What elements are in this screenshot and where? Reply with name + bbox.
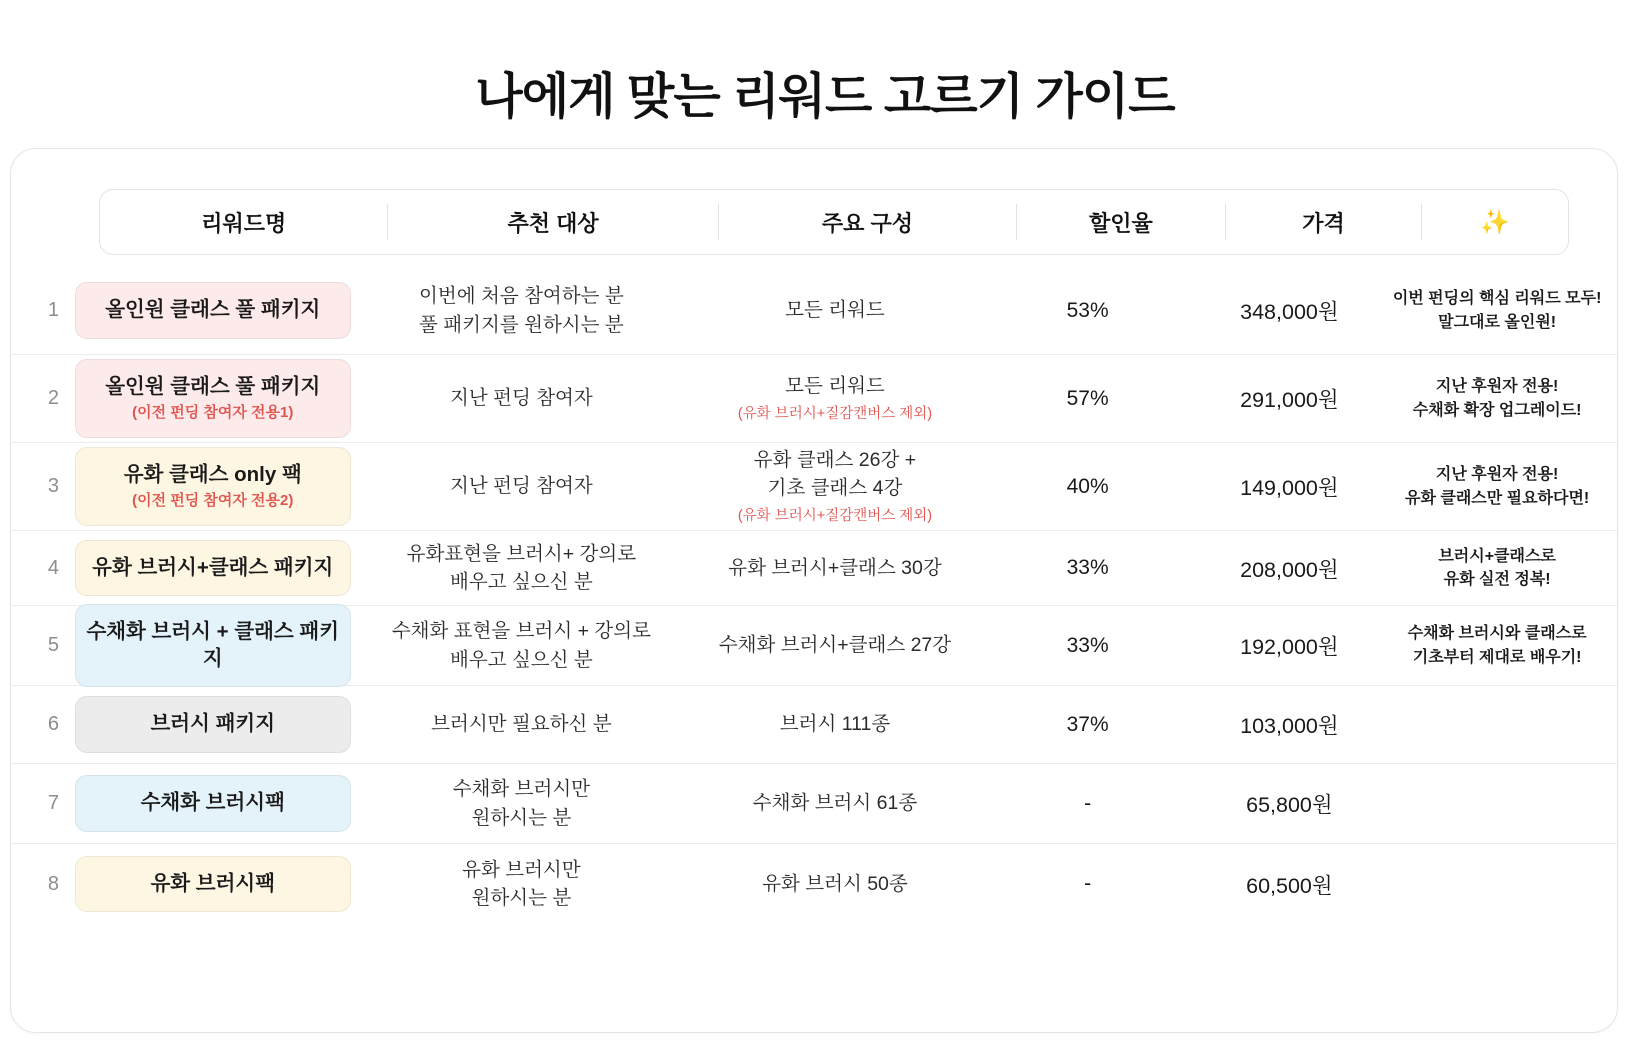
target-line: 유화 브러시만 — [462, 858, 581, 881]
reward-name-cell — [69, 856, 357, 913]
target-line: 풀 패키지를 원하시는 분 — [419, 313, 624, 336]
composition-line: 모든 리워드 — [785, 299, 885, 322]
table-row[interactable] — [11, 355, 1617, 443]
target-cell — [357, 856, 687, 913]
reward-name-label: 브러시 패키지 — [150, 712, 275, 736]
header-target: 추천 대상 — [507, 210, 599, 236]
reward-name-pill[interactable] — [75, 856, 351, 913]
reward-name-cell — [69, 540, 357, 597]
highlight-note-cell — [1387, 463, 1617, 509]
composition-cell — [686, 710, 984, 738]
composition-cell — [686, 631, 984, 659]
reward-name-pill[interactable] — [75, 604, 351, 687]
price-cell: 60,500원 — [1246, 873, 1333, 898]
table-row[interactable] — [11, 606, 1617, 686]
composition-line: 유화 브러시+클래스 30강 — [728, 556, 942, 579]
row-index: 4 — [47, 556, 59, 579]
reward-name-pill[interactable] — [75, 696, 351, 753]
price-cell: 65,800원 — [1246, 793, 1333, 817]
price-cell: 291,000원 — [1240, 388, 1339, 412]
table-row[interactable] — [11, 844, 1617, 924]
reward-name-label: 올인원 클래스 풀 패키지 — [105, 375, 321, 399]
target-cell — [357, 472, 687, 500]
table-row[interactable] — [11, 686, 1617, 764]
highlight-note-line: 기초부터 제대로 배우기! — [1412, 648, 1582, 666]
target-line: 수채화 표현을 브러시 + 강의로 — [391, 620, 651, 643]
composition-note: (유화 브러시+질감캔버스 제외) — [737, 405, 933, 422]
composition-line: 수채화 브러시 61종 — [752, 792, 918, 815]
composition-cell — [686, 789, 984, 817]
discount-cell: 57% — [1066, 386, 1109, 410]
row-index: 1 — [47, 299, 59, 321]
page-title: 나에게 맞는 리워드 고르기 가이드 — [475, 70, 1175, 124]
table-row[interactable] — [11, 531, 1617, 606]
reward-name-label: 수채화 브러시 + 클래스 패키지 — [86, 619, 340, 670]
reward-name-pill[interactable] — [75, 447, 351, 525]
table-row[interactable] — [11, 267, 1617, 355]
header-composition: 주요 구성 — [821, 210, 913, 236]
composition-line: 브러시 111종 — [779, 713, 891, 736]
target-cell — [357, 775, 687, 832]
price-cell: 103,000원 — [1240, 714, 1339, 738]
header-sparkle-icon: ✨ — [1480, 208, 1511, 236]
discount-cell: - — [1084, 872, 1092, 895]
composition-cell — [686, 296, 984, 324]
reward-name-cell — [69, 359, 357, 437]
target-line: 배우고 싶으신 분 — [450, 571, 593, 593]
reward-name-pill[interactable] — [75, 359, 351, 437]
header-reward-name: 리워드명 — [201, 210, 287, 236]
row-index: 2 — [47, 387, 59, 409]
highlight-note-cell — [1387, 622, 1617, 668]
target-cell — [357, 384, 687, 412]
highlight-note-line: 수채화 확장 업그레이드! — [1412, 401, 1582, 419]
highlight-note-line: 브러시+클래스로 — [1438, 547, 1556, 565]
highlight-note-cell — [1387, 375, 1617, 421]
discount-cell: 53% — [1066, 298, 1109, 322]
table-header — [99, 189, 1569, 255]
highlight-note-cell — [1387, 287, 1617, 333]
highlight-note-line: 유화 클래스만 필요하다면! — [1405, 489, 1590, 507]
reward-name-pill[interactable] — [75, 282, 351, 339]
reward-name-pill[interactable] — [75, 540, 351, 597]
header-discount: 할인율 — [1089, 210, 1153, 236]
reward-name-label: 유화 브러시팩 — [150, 871, 275, 895]
row-index: 7 — [47, 792, 59, 814]
highlight-note-line: 유화 실전 정복! — [1443, 571, 1551, 588]
price-cell: 192,000원 — [1240, 635, 1339, 659]
highlight-note-line: 지난 후원자 전용! — [1435, 378, 1559, 396]
price-cell: 348,000원 — [1240, 300, 1339, 324]
reward-name-sublabel: (이전 펀딩 참여자 전용2) — [132, 492, 294, 510]
discount-cell: - — [1084, 791, 1092, 815]
header-price: 가격 — [1302, 210, 1345, 236]
composition-line: 유화 클래스 26강 + — [753, 449, 917, 472]
reward-table-card — [10, 148, 1618, 1033]
row-index: 3 — [47, 475, 59, 497]
target-line: 지난 펀딩 참여자 — [450, 387, 593, 410]
highlight-note-line: 말그대로 올인원! — [1438, 313, 1557, 331]
highlight-note-line: 이번 펀딩의 핵심 리워드 모두! — [1392, 290, 1602, 308]
reward-name-cell — [69, 282, 357, 339]
reward-name-label: 올인원 클래스 풀 패키지 — [105, 298, 321, 322]
reward-name-sublabel: (이전 펀딩 참여자 전용1) — [132, 404, 294, 422]
row-index: 6 — [47, 713, 59, 735]
composition-line: 수채화 브러시+클래스 27강 — [718, 634, 952, 657]
target-cell — [357, 540, 687, 597]
target-line: 이번에 처음 참여하는 분 — [419, 285, 624, 308]
reward-name-pill[interactable] — [75, 775, 351, 832]
target-line: 지난 펀딩 참여자 — [450, 475, 593, 498]
row-index: 5 — [47, 634, 59, 656]
composition-cell — [686, 372, 984, 424]
composition-line: 모든 리워드 — [785, 375, 885, 398]
price-cell: 149,000원 — [1240, 476, 1339, 500]
target-line: 원하시는 분 — [471, 887, 572, 909]
composition-cell — [686, 446, 984, 527]
composition-line: 유화 브러시 50종 — [762, 872, 908, 895]
discount-cell: 40% — [1066, 474, 1109, 498]
reward-name-cell — [69, 447, 357, 525]
target-cell — [357, 617, 687, 674]
reward-name-label: 유화 클래스 only 팩 — [123, 463, 302, 487]
price-cell: 208,000원 — [1240, 557, 1339, 582]
target-cell — [357, 282, 687, 339]
row-index: 8 — [47, 872, 59, 895]
reward-name-label: 유화 브러시+클래스 패키지 — [92, 555, 334, 579]
composition-cell — [686, 870, 984, 898]
discount-cell: 37% — [1066, 712, 1109, 736]
composition-line: 기초 클래스 4강 — [767, 477, 903, 500]
table-row[interactable] — [11, 764, 1617, 844]
reward-name-label: 수채화 브러시팩 — [140, 791, 285, 815]
discount-cell: 33% — [1066, 556, 1109, 579]
highlight-note-line: 지난 후원자 전용! — [1435, 466, 1559, 484]
target-line: 유화표현을 브러시+ 강의로 — [406, 542, 637, 565]
composition-cell — [686, 554, 984, 582]
reward-name-cell — [69, 696, 357, 753]
discount-cell: 33% — [1066, 633, 1109, 657]
target-line: 브러시만 필요하신 분 — [431, 713, 612, 736]
reward-name-cell — [69, 604, 357, 687]
composition-note: (유화 브러시+질감캔버스 제외) — [737, 507, 933, 524]
table-row[interactable] — [11, 443, 1617, 531]
target-line: 원하시는 분 — [471, 806, 572, 829]
target-line: 수채화 브러시만 — [452, 778, 590, 801]
target-cell — [357, 710, 687, 738]
highlight-note-line: 수채화 브러시와 클래스로 — [1407, 625, 1587, 643]
reward-name-cell — [69, 775, 357, 832]
table-body — [11, 267, 1617, 924]
target-line: 배우고 싶으신 분 — [450, 648, 593, 671]
highlight-note-cell — [1387, 545, 1617, 591]
